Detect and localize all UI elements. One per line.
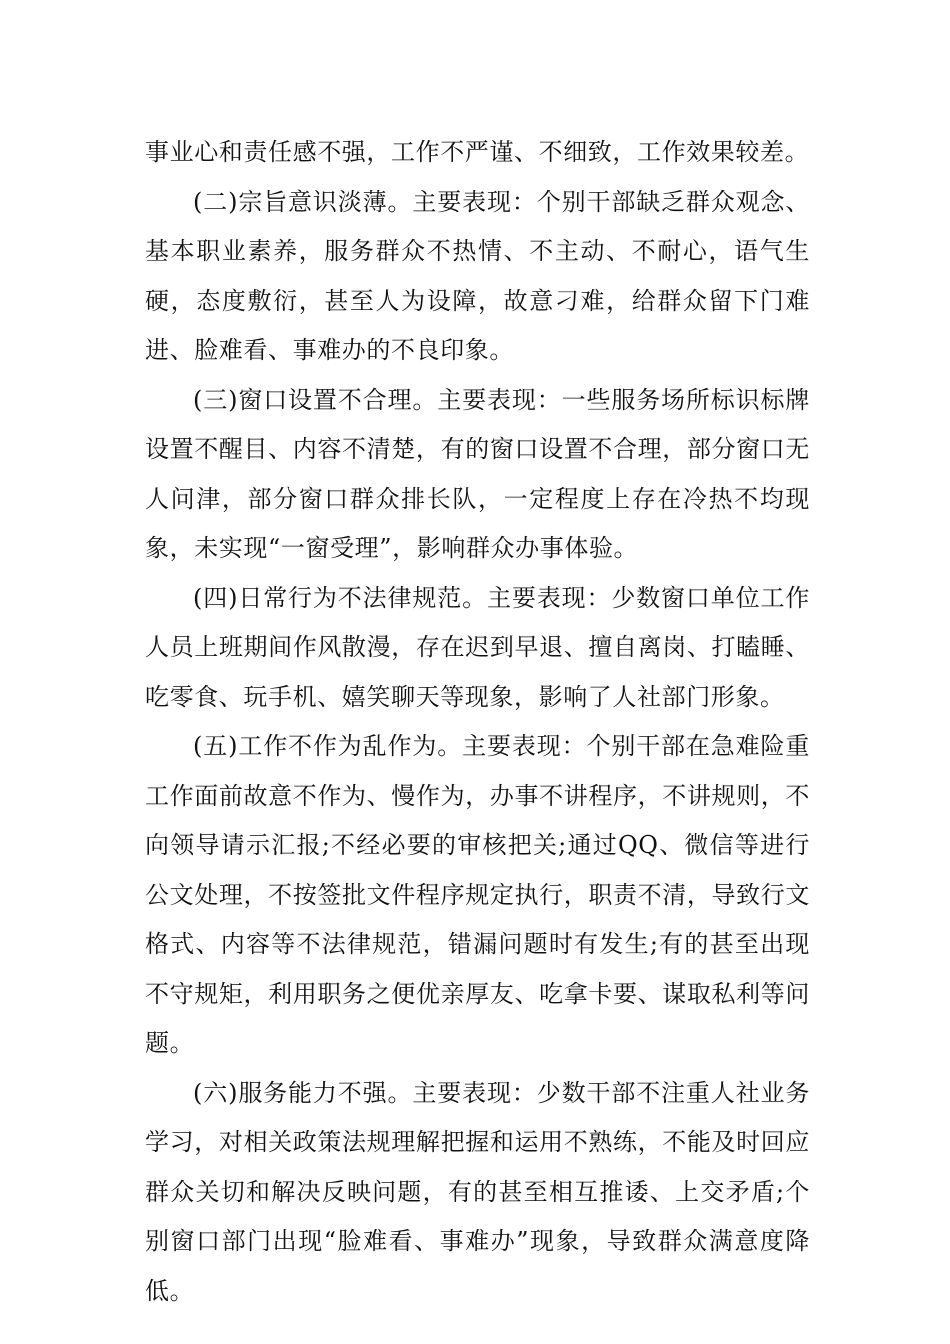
paragraph-6-service-ability: (六)服务能力不强。主要表现：少数干部不注重人社业务学习，对相关政策法规理解把握和运用不熟练，不能及时回应群众关切和解决反映问题，有的甚至相互推诿、上交矛盾;个别窗口部门出现“脸难看、事难办”现象，导致群众满意度降低。 [145, 1078, 810, 1305]
paragraph-5-inaction: (五)工作不作为乱作为。主要表现：个别干部在急难险重工作面前故意不作为、慢作为，办事不讲程序，不讲规则，不向领导请示汇报;不经必要的审核把关;通过QQ、微信等进行公文处理，不按签批文件程序规定执行，职责不清，导致行文格式、内容等不法律规范，错漏问题时有发生;有的甚至出现不守规矩，利用职务之便优亲厚友、吃拿卡要、谋取私利等问题。 [145, 732, 810, 1057]
paragraph-2-purpose-awareness: (二)宗旨意识淡薄。主要表现：个别干部缺乏群众观念、基本职业素养，服务群众不热情、不主动、不耐心，语气生硬，态度敷衍，甚至人为设障，故意刁难，给群众留下门难进、脸难看、事难办的不良印象。 [145, 187, 810, 364]
document-body [145, 128, 810, 1316]
paragraph-3-window-setup: (三)窗口设置不合理。主要表现：一些服务场所标识标牌设置不醒目、内容不清楚，有的窗口设置不合理，部分窗口无人问津，部分窗口群众排长队，一定程度上存在冷热不均现象，未实现“一窗受理”，影响群众办事体验。 [145, 385, 810, 562]
paragraph-4-daily-behavior: (四)日常行为不法律规范。主要表现：少数窗口单位工作人员上班期间作风散漫，存在迟到早退、擅自离岗、打瞌睡、吃零食、玩手机、嬉笑聊天等现象，影响了人社部门形象。 [145, 583, 810, 711]
paragraph-continuation: 事业心和责任感不强，工作不严谨、不细致，工作效果较差。 [145, 138, 810, 166]
